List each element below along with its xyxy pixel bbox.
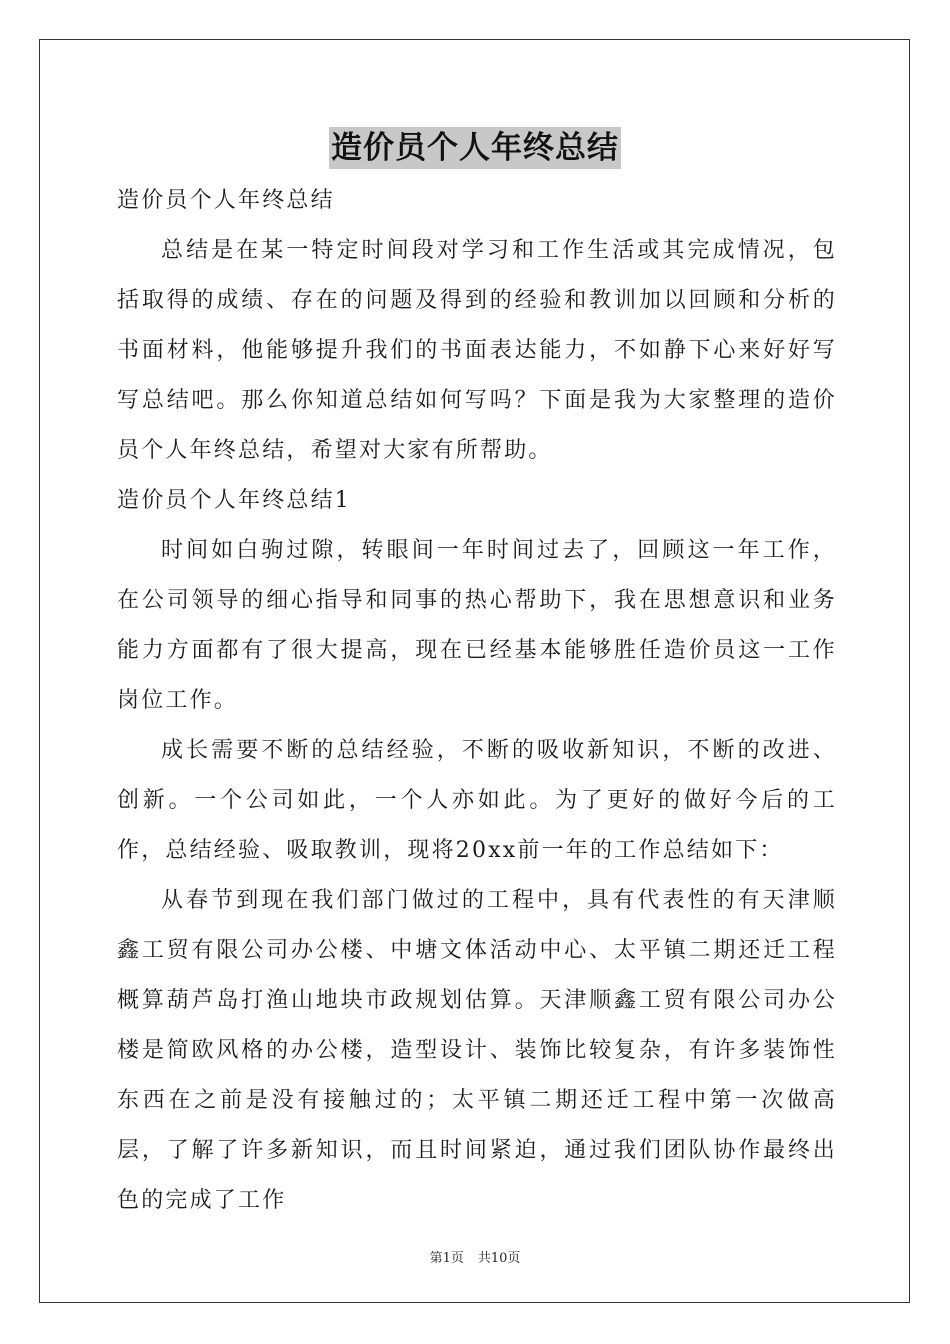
- title-container: [0, 127, 950, 169]
- document-subtitle: 造价员个人年终总结: [117, 188, 335, 213]
- body-paragraph: 从春节到现在我们部门做过的工程中，具有代表性的有天津顺鑫工贸有限公司办公楼、中塘文体活动中心、太平镇二期还迁工程概算葫芦岛打渔山地块市政规划估算。天津顺鑫工贸有限公司办公楼是简欧风格的办公楼，造型设计、装饰比较复杂，有许多装饰性东西在之前是没有接触过的；太平镇二期还迁工程中第一次做高层，了解了许多新知识，而且时间紧迫，通过我们团队协作最终出色的完成了工作: [117, 888, 837, 1213]
- document-body: [117, 176, 837, 1226]
- document-title: 造价员个人年终总结: [329, 127, 621, 169]
- intro-paragraph: 总结是在某一特定时间段对学习和工作生活或其完成情况，包括取得的成绩、存在的问题及得到的经验和教训加以回顾和分析的书面材料，他能够提升我们的书面表达能力，不如静下心来好好写写总结吧。那么你知道总结如何写吗？下面是我为大家整理的造价员个人年终总结，希望对大家有所帮助。: [117, 238, 837, 463]
- page-total: 共10页: [477, 1251, 521, 1266]
- page-number: 第1页: [429, 1251, 464, 1266]
- body-paragraph: 成长需要不断的总结经验，不断的吸收新知识，不断的改进、创新。一个公司如此，一个人亦如此。为了更好的做好今后的工作，总结经验、吸取教训，现将20xx前一年的工作总结如下：: [117, 738, 837, 863]
- body-paragraph: 时间如白驹过隙，转眼间一年时间过去了，回顾这一年工作，在公司领导的细心指导和同事的热心帮助下，我在思想意识和业务能力方面都有了很大提高，现在已经基本能够胜任造价员这一工作岗位工作。: [117, 538, 837, 713]
- section-heading: 造价员个人年终总结1: [117, 488, 351, 513]
- page-footer: [0, 1247, 950, 1266]
